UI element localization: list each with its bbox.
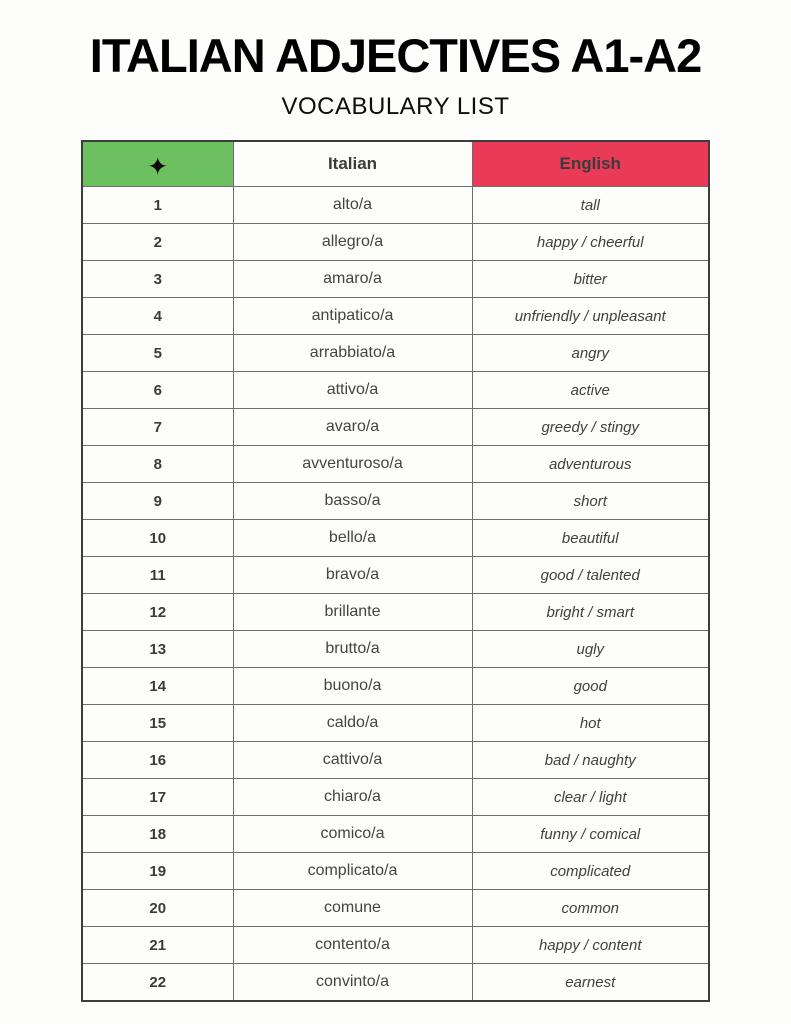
row-english-cell: good — [472, 668, 709, 705]
row-italian-cell: allegro/a — [233, 224, 472, 261]
row-italian-cell: alto/a — [233, 187, 472, 224]
table-row — [82, 224, 709, 261]
row-italian-cell: bello/a — [233, 520, 472, 557]
row-number-cell: 14 — [82, 668, 233, 705]
row-number-cell: 4 — [82, 298, 233, 335]
row-number-cell: 3 — [82, 261, 233, 298]
page-subtitle: VOCABULARY LIST — [281, 93, 510, 120]
table-row — [82, 594, 709, 631]
row-english-cell: hot — [472, 705, 709, 742]
row-english-cell: bad / naughty — [472, 742, 709, 779]
row-english-cell: happy / cheerful — [472, 224, 709, 261]
row-number-cell: 1 — [82, 187, 233, 224]
row-number-cell: 7 — [82, 409, 233, 446]
vocab-table-body — [82, 187, 709, 1002]
page-title: ITALIAN ADJECTIVES A1-A2 — [89, 29, 702, 82]
row-italian-cell: convinto/a — [233, 964, 472, 1002]
row-italian-cell: contento/a — [233, 927, 472, 964]
table-row — [82, 483, 709, 520]
row-italian-cell: amaro/a — [233, 261, 472, 298]
table-row — [82, 520, 709, 557]
row-english-cell: bright / smart — [472, 594, 709, 631]
row-number-cell: 8 — [82, 446, 233, 483]
row-number-cell: 15 — [82, 705, 233, 742]
row-italian-cell: chiaro/a — [233, 779, 472, 816]
row-italian-cell: buono/a — [233, 668, 472, 705]
row-italian-cell: cattivo/a — [233, 742, 472, 779]
row-number-cell: 19 — [82, 853, 233, 890]
row-english-cell: greedy / stingy — [472, 409, 709, 446]
table-row — [82, 446, 709, 483]
table-row — [82, 631, 709, 668]
row-italian-cell: arrabbiato/a — [233, 335, 472, 372]
table-header-row — [82, 141, 709, 187]
row-english-cell: bitter — [472, 261, 709, 298]
english-column-header: English — [472, 141, 709, 187]
table-row — [82, 335, 709, 372]
row-number-cell: 18 — [82, 816, 233, 853]
table-row — [82, 668, 709, 705]
row-english-cell: adventurous — [472, 446, 709, 483]
row-italian-cell: comico/a — [233, 816, 472, 853]
row-number-cell: 9 — [82, 483, 233, 520]
row-italian-cell: avaro/a — [233, 409, 472, 446]
row-english-cell: funny / comical — [472, 816, 709, 853]
row-number-cell: 13 — [82, 631, 233, 668]
table-row — [82, 409, 709, 446]
table-row — [82, 298, 709, 335]
row-number-cell: 10 — [82, 520, 233, 557]
row-number-cell: 2 — [82, 224, 233, 261]
vocabulary-table — [81, 140, 710, 1002]
table-row — [82, 853, 709, 890]
table-row — [82, 557, 709, 594]
table-row — [82, 187, 709, 224]
row-number-cell: 21 — [82, 927, 233, 964]
row-english-cell: beautiful — [472, 520, 709, 557]
row-english-cell: complicated — [472, 853, 709, 890]
row-number-cell: 20 — [82, 890, 233, 927]
row-english-cell: angry — [472, 335, 709, 372]
table-row — [82, 705, 709, 742]
row-english-cell: common — [472, 890, 709, 927]
row-number-cell: 6 — [82, 372, 233, 409]
row-english-cell: short — [472, 483, 709, 520]
row-english-cell: clear / light — [472, 779, 709, 816]
row-italian-cell: caldo/a — [233, 705, 472, 742]
row-italian-cell: comune — [233, 890, 472, 927]
row-number-cell: 22 — [82, 964, 233, 1002]
row-number-cell: 12 — [82, 594, 233, 631]
row-italian-cell: brillante — [233, 594, 472, 631]
table-row — [82, 964, 709, 1002]
row-number-cell: 5 — [82, 335, 233, 372]
row-english-cell: tall — [472, 187, 709, 224]
table-row — [82, 927, 709, 964]
row-italian-cell: attivo/a — [233, 372, 472, 409]
table-row — [82, 816, 709, 853]
row-italian-cell: basso/a — [233, 483, 472, 520]
row-number-cell: 17 — [82, 779, 233, 816]
table-row — [82, 742, 709, 779]
table-row — [82, 261, 709, 298]
table-row — [82, 890, 709, 927]
row-english-cell: happy / content — [472, 927, 709, 964]
number-column-header — [82, 141, 233, 187]
row-english-cell: good / talented — [472, 557, 709, 594]
row-english-cell: earnest — [472, 964, 709, 1002]
row-english-cell: unfriendly / unpleasant — [472, 298, 709, 335]
row-number-cell: 16 — [82, 742, 233, 779]
row-english-cell: ugly — [472, 631, 709, 668]
row-italian-cell: avventuroso/a — [233, 446, 472, 483]
row-english-cell: active — [472, 372, 709, 409]
italian-column-header: Italian — [233, 141, 472, 187]
row-italian-cell: bravo/a — [233, 557, 472, 594]
table-row — [82, 779, 709, 816]
four-pointed-star-icon: ✦ — [147, 152, 169, 181]
row-italian-cell: brutto/a — [233, 631, 472, 668]
row-italian-cell: antipatico/a — [233, 298, 472, 335]
row-number-cell: 11 — [82, 557, 233, 594]
table-row — [82, 372, 709, 409]
row-italian-cell: complicato/a — [233, 853, 472, 890]
